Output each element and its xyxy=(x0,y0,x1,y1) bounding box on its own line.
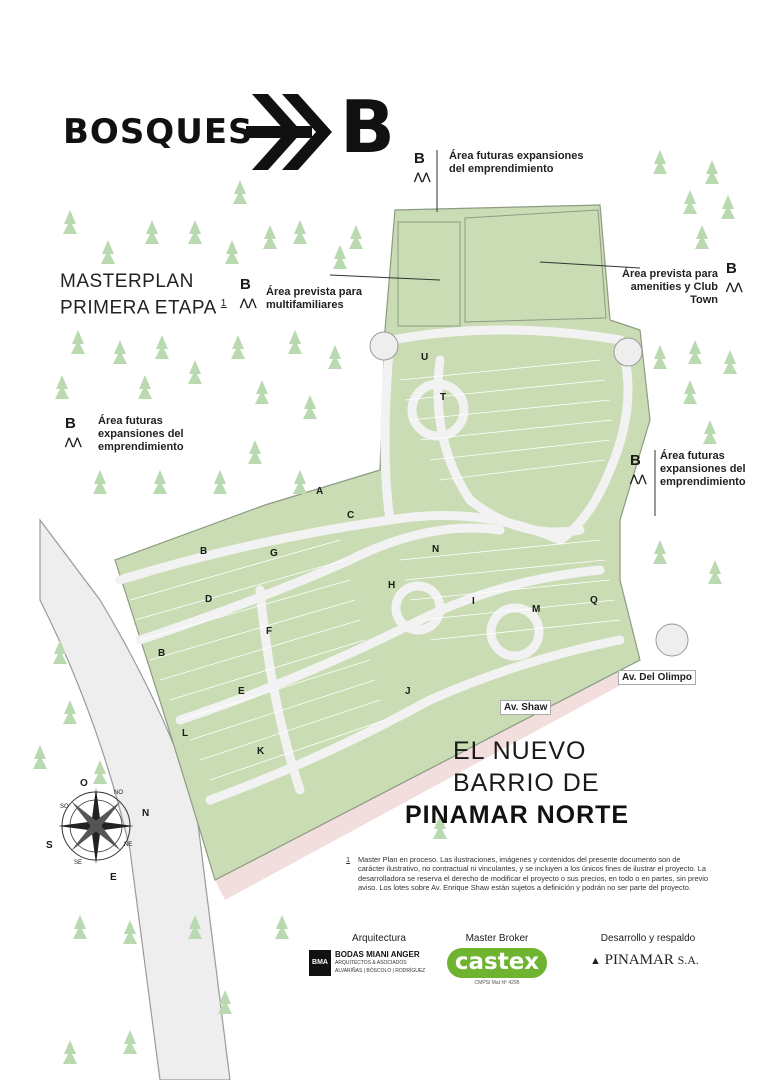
credit-label-broker: Master Broker xyxy=(465,933,529,944)
street-label-olimpo: Av. Del Olimpo xyxy=(618,670,696,685)
callout-expansion-right: Área futuras expansiones del emprendimiento xyxy=(660,450,746,488)
masterplan-title xyxy=(60,271,227,319)
block-letter: M xyxy=(532,604,541,615)
block-letter: Q xyxy=(590,595,598,606)
credit-label-desarrollo: Desarrollo y respaldo xyxy=(600,933,696,944)
headline-line1: EL NUEVO xyxy=(453,737,587,765)
credit-label-arquitectura: Arquitectura xyxy=(352,933,406,944)
bma-logo xyxy=(309,950,459,976)
note-text: Master Plan en proceso. Las ilustraciones, imágenes y contenidos del presente documento son de carácter ilustrativo, no contractual ni vinculantes, y se incluyen a los únicos fines de ilustrar el proyecto. La desarrolladora se reserva el derecho de modificar el proyecto o sus precios, en todo o en partes, sin previo aviso. Los lotes sobre Av. Enrique Shaw están sujetos a definición y podrán no ser parte del proyecto. xyxy=(358,855,709,892)
headline xyxy=(405,735,705,831)
headline-line2: BARRIO DE xyxy=(453,769,600,797)
block-letter: E xyxy=(238,686,245,697)
street-label-shaw: Av. Shaw xyxy=(500,700,551,715)
note-number: 1 xyxy=(346,855,351,864)
castex-logo: castex xyxy=(447,948,547,978)
pinamar-logo xyxy=(590,952,699,969)
compass-label: O xyxy=(80,778,88,789)
amenities-pad xyxy=(465,210,606,322)
block-letter: K xyxy=(257,746,265,757)
block-letter: J xyxy=(405,686,411,697)
block-letter: N xyxy=(432,544,440,555)
compass-label: SO xyxy=(60,804,69,810)
block-letter: U xyxy=(421,352,429,363)
b-marker-icon: B ⋀⋀ xyxy=(630,452,647,485)
block-letter: D xyxy=(205,594,213,605)
block-letter: I xyxy=(472,596,475,607)
block-letter: T xyxy=(440,392,447,403)
block-letter: H xyxy=(388,580,396,591)
compass-label: S xyxy=(46,840,53,851)
b-marker-icon: B ⋀⋀ xyxy=(726,260,743,293)
block-letter: B xyxy=(200,546,208,557)
bma-partners: ALVARIÑAS | BÓSCOLO | RODRÍGUEZ xyxy=(335,968,426,974)
compass-label: NE xyxy=(124,842,133,848)
block-letter: L xyxy=(182,728,189,739)
pinamar-suffix: S.A. xyxy=(677,953,699,967)
multifamily-pad xyxy=(398,222,460,326)
block-letter: C xyxy=(347,510,355,521)
block-letter: F xyxy=(266,626,273,637)
compass-label: NO xyxy=(114,790,123,796)
masterplan-line2: PRIMERA ETAPA xyxy=(60,297,217,319)
block-letter: A xyxy=(316,486,324,497)
brand-letter: B xyxy=(340,85,395,169)
footnote-ref: 1 xyxy=(220,298,227,309)
brand-arrow-icon xyxy=(246,94,332,170)
pine-icon: ▲ xyxy=(590,955,601,967)
callout-expansion-top: Área futuras expansiones del emprendimiento xyxy=(449,150,584,175)
headline-line3: PINAMAR NORTE xyxy=(405,801,630,829)
bma-mark: BMA xyxy=(309,950,331,976)
b-marker-icon: B ⋀⋀ xyxy=(240,276,257,309)
disclaimer-note xyxy=(346,855,708,892)
b-marker-icon: B ⋀⋀ xyxy=(65,415,82,448)
brand-name: BOSQUES xyxy=(63,112,254,152)
callout-multifamiliares: Área prevista para multifamiliares xyxy=(266,286,362,311)
callout-amenities: Área prevista para amenities y Club Town xyxy=(622,268,718,306)
block-letter: G xyxy=(270,548,278,559)
compass-label: N xyxy=(142,808,150,819)
castex-registration: CMPSI Mat Nº 4295 xyxy=(474,980,520,986)
compass-label: E xyxy=(110,872,117,883)
callout-expansion-left: Área futuras expansiones del emprendimiento xyxy=(98,415,184,453)
bma-sub: ARQUITECTOS & ASOCIADOS xyxy=(335,960,407,966)
compass-label: SE xyxy=(74,860,83,866)
b-marker-icon: B ⋀⋀ xyxy=(414,150,431,183)
masterplan-line1: MASTERPLAN xyxy=(60,271,194,292)
pinamar-name: PINAMAR xyxy=(604,952,674,968)
block-letter: B xyxy=(158,648,166,659)
bma-name: BODAS MIANI ANGER xyxy=(335,950,420,959)
